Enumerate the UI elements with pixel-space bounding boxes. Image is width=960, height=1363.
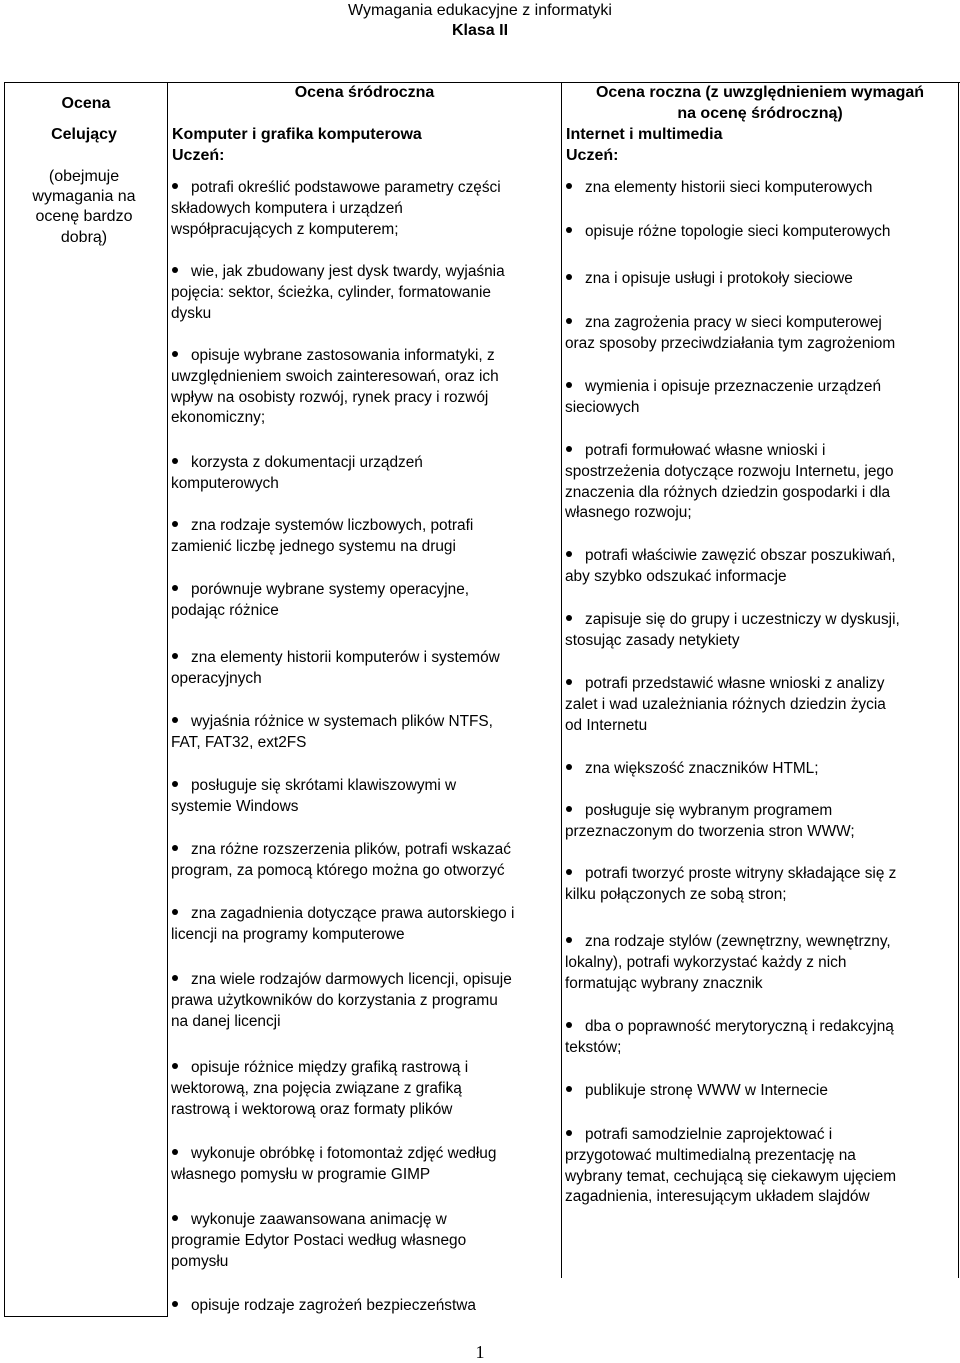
- annual-item-line: [565, 178, 872, 199]
- bullet-icon: [172, 1063, 178, 1069]
- bullet-icon: [172, 1301, 178, 1307]
- midterm-item-text: zna wiele rodzajów darmowych licencji, opisuje: [191, 971, 512, 988]
- annual-item-text: własnego rozwoju;: [565, 504, 692, 522]
- bullet-icon: [566, 446, 572, 452]
- bullet-icon: [172, 653, 178, 659]
- bullet-icon: [172, 1149, 178, 1155]
- midterm-item-line: [171, 861, 505, 882]
- midterm-item-line: [171, 601, 279, 622]
- midterm-item-text: zna zagadnienia dotyczące prawa autorskiego i: [191, 905, 515, 922]
- annual-student-label: Uczeń:: [566, 147, 619, 164]
- annual-item-line: [565, 441, 825, 462]
- annual-item-line: [565, 695, 886, 716]
- midterm-item-line: [171, 580, 469, 601]
- grade-note-line: wymagania na: [32, 188, 136, 205]
- annual-item-text: tekstów;: [565, 1038, 622, 1056]
- midterm-item-text: FAT, FAT32, ext2FS: [171, 733, 307, 751]
- midterm-item-line: [171, 925, 405, 946]
- bullet-icon: [172, 845, 178, 851]
- midterm-item-text: wykonuje zaawansowana animację w: [191, 1211, 447, 1228]
- midterm-item-line: [171, 669, 262, 690]
- annual-item-text: od Internetu: [565, 716, 648, 734]
- class-title: Klasa II: [451, 22, 509, 39]
- annual-item-line: [565, 377, 881, 398]
- annual-item-text: zna zagrożenia pracy w sieci komputerowej: [585, 314, 882, 331]
- midterm-item-line: [171, 537, 456, 558]
- midterm-item-text: posługuje się skrótami klawiszowymi w: [191, 777, 457, 794]
- midterm-item-line: [171, 262, 505, 283]
- bullet-icon: [172, 909, 178, 915]
- annual-item-line: [565, 1125, 832, 1146]
- midterm-item-text: opisuje różnice między grafiką rastrową i: [191, 1059, 469, 1076]
- bullet-icon: [566, 274, 572, 280]
- midterm-item-text: uwzględnieniem swoich zainteresowań, oraz ich: [171, 367, 499, 385]
- midterm-item-line: [171, 970, 512, 991]
- bullet-icon: [566, 183, 572, 189]
- bullet-icon: [172, 781, 178, 787]
- annual-item-line: [565, 483, 890, 504]
- annual-item-text: znaczenia dla różnych dziedzin gospodarki i dla: [565, 483, 891, 501]
- midterm-item-line: [171, 346, 495, 367]
- midterm-item-text: pojęcia: sektor, ścieżka, cylinder, formatowanie: [171, 283, 491, 301]
- midterm-item-text: podając różnice: [171, 601, 279, 619]
- bullet-icon: [566, 764, 572, 770]
- column-divider-2: [561, 82, 562, 1278]
- document-title: Wymagania edukacyjne z informatyki: [348, 2, 612, 19]
- annual-item-line: [565, 503, 692, 524]
- annual-item-text: wymienia i opisuje przeznaczenie urządzeń: [585, 378, 881, 395]
- midterm-item-text: operacyjnych: [171, 669, 262, 687]
- bullet-icon: [172, 351, 178, 357]
- annual-item-text: aby szybko odszukać informacje: [565, 567, 787, 585]
- midterm-item-text: prawa użytkowników do korzystania z programu: [171, 991, 498, 1009]
- midterm-item-text: korzysta z dokumentacji urządzeń: [191, 454, 423, 471]
- midterm-item-line: [171, 388, 488, 409]
- midterm-item-text: program, za pomocą którego można go otworzyć: [171, 861, 505, 879]
- bullet-icon: [566, 806, 572, 812]
- midterm-item-line: [171, 1058, 468, 1079]
- midterm-item-text: licencji na programy komputerowe: [171, 925, 405, 943]
- grade-name: Celujący: [51, 126, 117, 143]
- midterm-item-line: [171, 474, 279, 495]
- midterm-item-line: [171, 840, 511, 861]
- midterm-item-line: [171, 199, 403, 220]
- midterm-item-line: [171, 304, 211, 325]
- table-left-border: [4, 82, 5, 1317]
- bullet-icon: [172, 585, 178, 591]
- annual-item-text: potrafi tworzyć proste witryny składające się z: [585, 865, 897, 882]
- midterm-item-text: programie Edytor Postaci według własnego: [171, 1231, 467, 1249]
- annual-item-text: spostrzeżenia dotyczące rozwoju Internetu, jego: [565, 462, 894, 480]
- annual-item-line: [565, 953, 846, 974]
- grade-note-line: ocenę bardzo: [35, 208, 133, 225]
- midterm-item-text: porównuje wybrane systemy operacyjne,: [191, 581, 470, 598]
- annual-item-text: opisuje różne topologie sieci komputerowych: [585, 223, 891, 240]
- midterm-item-text: rastrową i wektorową oraz formaty plików: [171, 1100, 453, 1118]
- midterm-item-text: opisuje wybrane zastosowania informatyki, z: [191, 347, 495, 364]
- annual-item-text: sieciowych: [565, 398, 640, 416]
- midterm-item-text: pomysłu: [171, 1252, 229, 1270]
- annual-item-line: [565, 801, 832, 822]
- annual-item-line: [565, 610, 900, 631]
- column-divider-1: [167, 82, 168, 1317]
- annual-item-text: potrafi przedstawić własne wnioski z analizy: [585, 675, 885, 692]
- midterm-item-line: [171, 178, 501, 199]
- bullet-icon: [172, 267, 178, 273]
- annual-item-line: [565, 631, 740, 652]
- annual-item-text: zna większość znaczników HTML;: [585, 760, 819, 777]
- bullet-icon: [566, 869, 572, 875]
- annual-item-text: wybrany temat, cechującą się ciekawym ujęciem: [565, 1167, 897, 1185]
- annual-item-text: zalet i wad uzależniania różnych dziedzin życia: [565, 695, 886, 713]
- annual-item-line: [565, 1167, 896, 1188]
- midterm-item-text: wyjaśnia różnice w systemach plików NTFS,: [191, 713, 493, 730]
- midterm-item-line: [171, 991, 498, 1012]
- midterm-item-text: ekonomiczny;: [171, 409, 266, 427]
- bullet-icon: [172, 975, 178, 981]
- midterm-item-text: wykonuje obróbkę i fotomontaż zdjęć według: [191, 1145, 497, 1162]
- annual-item-text: zna elementy historii sieci komputerowych: [585, 179, 873, 196]
- annual-item-line: [565, 462, 894, 483]
- midterm-item-text: zna różne rozszerzenia plików, potrafi wskazać: [191, 841, 511, 858]
- midterm-item-line: [171, 776, 456, 797]
- midterm-item-line: [171, 712, 493, 733]
- annual-item-text: zna rodzaje stylów (zewnętrzny, wewnętrzny,: [585, 933, 891, 950]
- annual-item-text: przygotować multimedialną prezentację na: [565, 1146, 856, 1164]
- annual-item-text: publikuje stronę WWW w Internecie: [585, 1082, 828, 1099]
- bullet-icon: [172, 521, 178, 527]
- midterm-item-line: [171, 1231, 466, 1252]
- annual-item-line: [565, 1187, 870, 1208]
- bullet-icon: [172, 1215, 178, 1221]
- annual-item-line: [565, 822, 855, 843]
- annual-item-line: [565, 334, 895, 355]
- midterm-item-text: potrafi określić podstawowe parametry części: [191, 179, 501, 196]
- midterm-item-line: [171, 1100, 452, 1121]
- annual-item-line: [565, 567, 787, 588]
- annual-item-text: lokalny), potrafi wykorzystać każdy z nich: [565, 953, 847, 971]
- bullet-icon: [566, 382, 572, 388]
- midterm-item-line: [171, 220, 399, 241]
- midterm-item-text: systemie Windows: [171, 797, 299, 815]
- midterm-item-line: [171, 1165, 430, 1186]
- annual-item-line: [565, 674, 884, 695]
- midterm-item-text: współpracujących z komputerem;: [171, 220, 399, 238]
- annual-item-line: [565, 932, 891, 953]
- annual-section-title: Internet i multimedia: [566, 126, 723, 143]
- annual-item-text: kilku połączonych ze sobą stron;: [565, 885, 787, 903]
- grade-note-line: dobrą): [60, 229, 108, 246]
- annual-item-line: [565, 1038, 621, 1059]
- midterm-item-line: [171, 1210, 447, 1231]
- midterm-item-text: własnego pomysłu w programie GIMP: [171, 1165, 431, 1183]
- midterm-section-title: Komputer i grafika komputerowa: [172, 126, 422, 143]
- annual-item-line: [565, 885, 787, 906]
- annual-item-text: potrafi właściwie zawęzić obszar poszukiwań,: [585, 547, 896, 564]
- midterm-item-text: zna elementy historii komputerów i systemów: [191, 649, 500, 666]
- bullet-icon: [172, 717, 178, 723]
- bullet-icon: [566, 615, 572, 621]
- midterm-item-text: opisuje rodzaje zagrożeń bezpieczeństwa: [191, 1297, 476, 1314]
- midterm-item-text: zna rodzaje systemów liczbowych, potrafi: [191, 517, 474, 534]
- bullet-icon: [172, 183, 178, 189]
- midterm-item-text: zamienić liczbę jednego systemu na drugi: [171, 537, 456, 555]
- midterm-item-line: [171, 1296, 476, 1317]
- annual-item-line: [565, 974, 763, 995]
- table-bottom-border: [4, 1316, 168, 1317]
- annual-item-line: [565, 398, 639, 419]
- annual-item-line: [565, 864, 896, 885]
- midterm-item-text: na danej licencji: [171, 1012, 281, 1030]
- annual-item-text: zapisuje się do grupy i uczestniczy w dyskusji,: [585, 611, 900, 628]
- midterm-item-line: [171, 453, 423, 474]
- midterm-item-line: [171, 797, 298, 818]
- bullet-icon: [566, 318, 572, 324]
- midterm-item-line: [171, 648, 500, 669]
- midterm-item-line: [171, 1252, 228, 1273]
- bullet-icon: [566, 937, 572, 943]
- bullet-icon: [566, 551, 572, 557]
- annual-item-line: [565, 222, 890, 243]
- midterm-item-line: [171, 1079, 462, 1100]
- annual-item-line: [565, 759, 819, 780]
- midterm-item-text: składowych komputera i urządzeń: [171, 199, 403, 217]
- midterm-item-line: [171, 367, 499, 388]
- annual-item-line: [565, 1017, 894, 1038]
- midterm-item-line: [171, 904, 514, 925]
- midterm-student-label: Uczeń:: [172, 147, 225, 164]
- annual-item-text: potrafi samodzielnie zaprojektować i: [585, 1126, 833, 1143]
- annual-item-line: [565, 546, 896, 567]
- midterm-item-text: komputerowych: [171, 474, 279, 492]
- midterm-item-text: dysku: [171, 304, 212, 322]
- bullet-icon: [172, 458, 178, 464]
- annual-item-line: [565, 1146, 856, 1167]
- midterm-item-text: wpływ na osobisty rozwój, rynek pracy i rozwój: [171, 388, 489, 406]
- header-annual-line1: Ocena roczna (z uwzględnieniem wymagań: [595, 84, 925, 101]
- bullet-icon: [566, 1022, 572, 1028]
- midterm-item-line: [171, 1144, 496, 1165]
- midterm-item-text: wie, jak zbudowany jest dysk twardy, wyjaśnia: [191, 263, 505, 280]
- annual-item-text: oraz sposoby przeciwdziałania tym zagrożeniom: [565, 334, 896, 352]
- midterm-item-line: [171, 408, 265, 429]
- annual-item-text: potrafi formułować własne wnioski i: [585, 442, 826, 459]
- table-right-border: [958, 82, 959, 1278]
- annual-item-text: posługuje się wybranym programem: [585, 802, 833, 819]
- midterm-item-line: [171, 733, 306, 754]
- annual-item-text: dba o poprawność merytoryczną i redakcyjną: [585, 1018, 894, 1035]
- annual-item-text: formatując wybrany znacznik: [565, 974, 763, 992]
- grade-note-line: (obejmuje: [48, 168, 120, 185]
- header-midterm: Ocena śródroczna: [294, 84, 435, 101]
- bullet-icon: [566, 227, 572, 233]
- midterm-item-line: [171, 516, 473, 537]
- annual-item-line: [565, 313, 882, 334]
- annual-item-line: [565, 1081, 828, 1102]
- midterm-item-line: [171, 1012, 281, 1033]
- header-annual-line2: na ocenę śródroczną): [677, 105, 843, 122]
- annual-item-text: przeznaczonym do tworzenia stron WWW;: [565, 822, 855, 840]
- bullet-icon: [566, 679, 572, 685]
- page-number: 1: [475, 1342, 485, 1362]
- annual-item-text: stosując zasady netykiety: [565, 631, 740, 649]
- bullet-icon: [566, 1086, 572, 1092]
- bullet-icon: [566, 1130, 572, 1136]
- annual-item-text: zna i opisuje usługi i protokoły sieciowe: [585, 270, 853, 287]
- header-grade: Ocena: [61, 95, 111, 112]
- annual-item-line: [565, 269, 853, 290]
- annual-item-text: zagadnienia, interesującym układem slajdów: [565, 1188, 870, 1206]
- midterm-item-text: wektorową, zna pojęcia związane z grafiką: [171, 1079, 462, 1097]
- annual-item-line: [565, 716, 647, 737]
- midterm-item-line: [171, 283, 491, 304]
